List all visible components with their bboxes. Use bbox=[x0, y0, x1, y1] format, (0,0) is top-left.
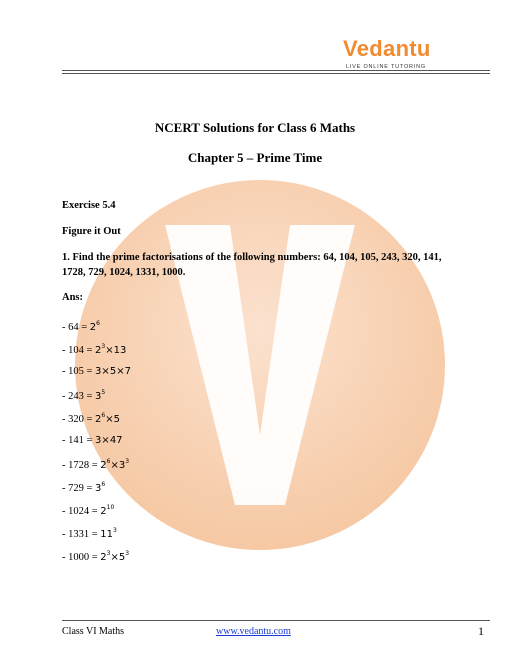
multiply-sign: × bbox=[110, 552, 119, 563]
footer-website-link[interactable]: www.vedantu.com bbox=[216, 626, 291, 637]
factor-base: 5 bbox=[109, 366, 117, 377]
factor-exponent: 3 bbox=[101, 343, 106, 350]
multiply-sign: × bbox=[105, 414, 114, 425]
answer-line bbox=[62, 527, 117, 540]
prime-factorisation bbox=[90, 322, 100, 333]
factor-base: 2 bbox=[95, 414, 102, 425]
multiply-sign: × bbox=[105, 345, 114, 356]
factor-base: 2 bbox=[100, 506, 107, 517]
answer-number: - 104 = bbox=[62, 345, 93, 356]
prime-factorisation bbox=[100, 460, 129, 471]
prime-factorisation bbox=[95, 366, 131, 377]
footer-divider bbox=[62, 620, 490, 621]
logo-tagline: LIVE ONLINE TUTORING bbox=[346, 64, 426, 70]
factor-base: 3 bbox=[95, 366, 102, 377]
factor-base: 3 bbox=[95, 391, 102, 402]
factor-exponent: 3 bbox=[125, 550, 130, 557]
prime-factorisation bbox=[95, 345, 126, 356]
factor-base: 3 bbox=[95, 435, 102, 446]
answer-line bbox=[62, 435, 123, 446]
answer-number: - 729 = bbox=[62, 483, 93, 494]
factor-base: 3 bbox=[95, 483, 102, 494]
question-text: 1. Find the prime factorisations of the following numbers: 64, 104, 105, 243, 320, 141, 1728, 729, 1024, 1331, 1000. bbox=[62, 252, 442, 278]
answer-line bbox=[62, 366, 131, 377]
factor-base: 2 bbox=[100, 460, 107, 471]
factor-base: 13 bbox=[113, 345, 127, 356]
logo-wordmark: Vedantu bbox=[343, 36, 431, 61]
answer-number: - 105 = bbox=[62, 366, 93, 377]
answer-number: - 1728 = bbox=[62, 460, 98, 471]
answer-line bbox=[62, 320, 100, 333]
factor-base: 5 bbox=[118, 552, 126, 563]
header-divider bbox=[62, 70, 490, 74]
answer-number: - 64 = bbox=[62, 322, 88, 333]
answer-line bbox=[62, 481, 105, 494]
prime-factorisation bbox=[95, 483, 105, 494]
page-number: 1 bbox=[478, 624, 484, 638]
chapter-title: Chapter 5 – Prime Time bbox=[187, 150, 323, 165]
answer-label: Ans: bbox=[62, 292, 84, 303]
factor-exponent: 6 bbox=[106, 458, 111, 465]
page-title: NCERT Solutions for Class 6 Maths bbox=[154, 120, 356, 135]
multiply-sign: × bbox=[101, 366, 110, 377]
footer-class-label: Class VI Maths bbox=[62, 626, 125, 637]
multiply-sign: × bbox=[116, 366, 125, 377]
vedantu-watermark bbox=[70, 175, 450, 555]
factor-base: 2 bbox=[100, 552, 107, 563]
prime-factorisation bbox=[100, 552, 129, 563]
answer-line bbox=[62, 550, 129, 563]
factor-exponent: 10 bbox=[106, 504, 115, 511]
answer-number: - 1331 = bbox=[62, 529, 98, 540]
answer-number: - 141 = bbox=[62, 435, 93, 446]
exercise-heading: Exercise 5.4 bbox=[62, 200, 116, 211]
factor-exponent: 6 bbox=[101, 481, 106, 488]
multiply-sign: × bbox=[110, 460, 119, 471]
answer-line bbox=[62, 412, 120, 425]
answer-line bbox=[62, 389, 105, 402]
answer-line bbox=[62, 458, 129, 471]
answer-line bbox=[62, 504, 114, 517]
prime-factorisation bbox=[95, 414, 120, 425]
factor-exponent: 6 bbox=[101, 412, 106, 419]
factor-exponent: 5 bbox=[101, 389, 106, 396]
factor-exponent: 3 bbox=[125, 458, 130, 465]
answer-number: - 1000 = bbox=[62, 552, 98, 563]
multiply-sign: × bbox=[101, 435, 110, 446]
factor-base: 2 bbox=[89, 322, 97, 333]
prime-factorisation bbox=[100, 506, 114, 517]
prime-factorisation bbox=[95, 391, 105, 402]
factor-base: 2 bbox=[95, 345, 102, 356]
prime-factorisation bbox=[100, 529, 117, 540]
factor-exponent: 3 bbox=[113, 527, 117, 534]
section-heading: Figure it Out bbox=[62, 226, 121, 237]
factor-base: 47 bbox=[109, 435, 123, 446]
factor-exponent: 3 bbox=[106, 550, 111, 557]
answer-number: - 320 = bbox=[62, 414, 93, 425]
factor-base: 7 bbox=[124, 366, 131, 377]
answer-number: - 1024 = bbox=[62, 506, 98, 517]
factor-base: 3 bbox=[118, 460, 126, 471]
answer-number: - 243 = bbox=[62, 391, 93, 402]
prime-factorisation bbox=[95, 435, 123, 446]
answer-line bbox=[62, 343, 126, 356]
factor-base: 5 bbox=[113, 414, 121, 425]
factor-base: 11 bbox=[100, 529, 114, 540]
factor-exponent: 6 bbox=[96, 320, 100, 327]
